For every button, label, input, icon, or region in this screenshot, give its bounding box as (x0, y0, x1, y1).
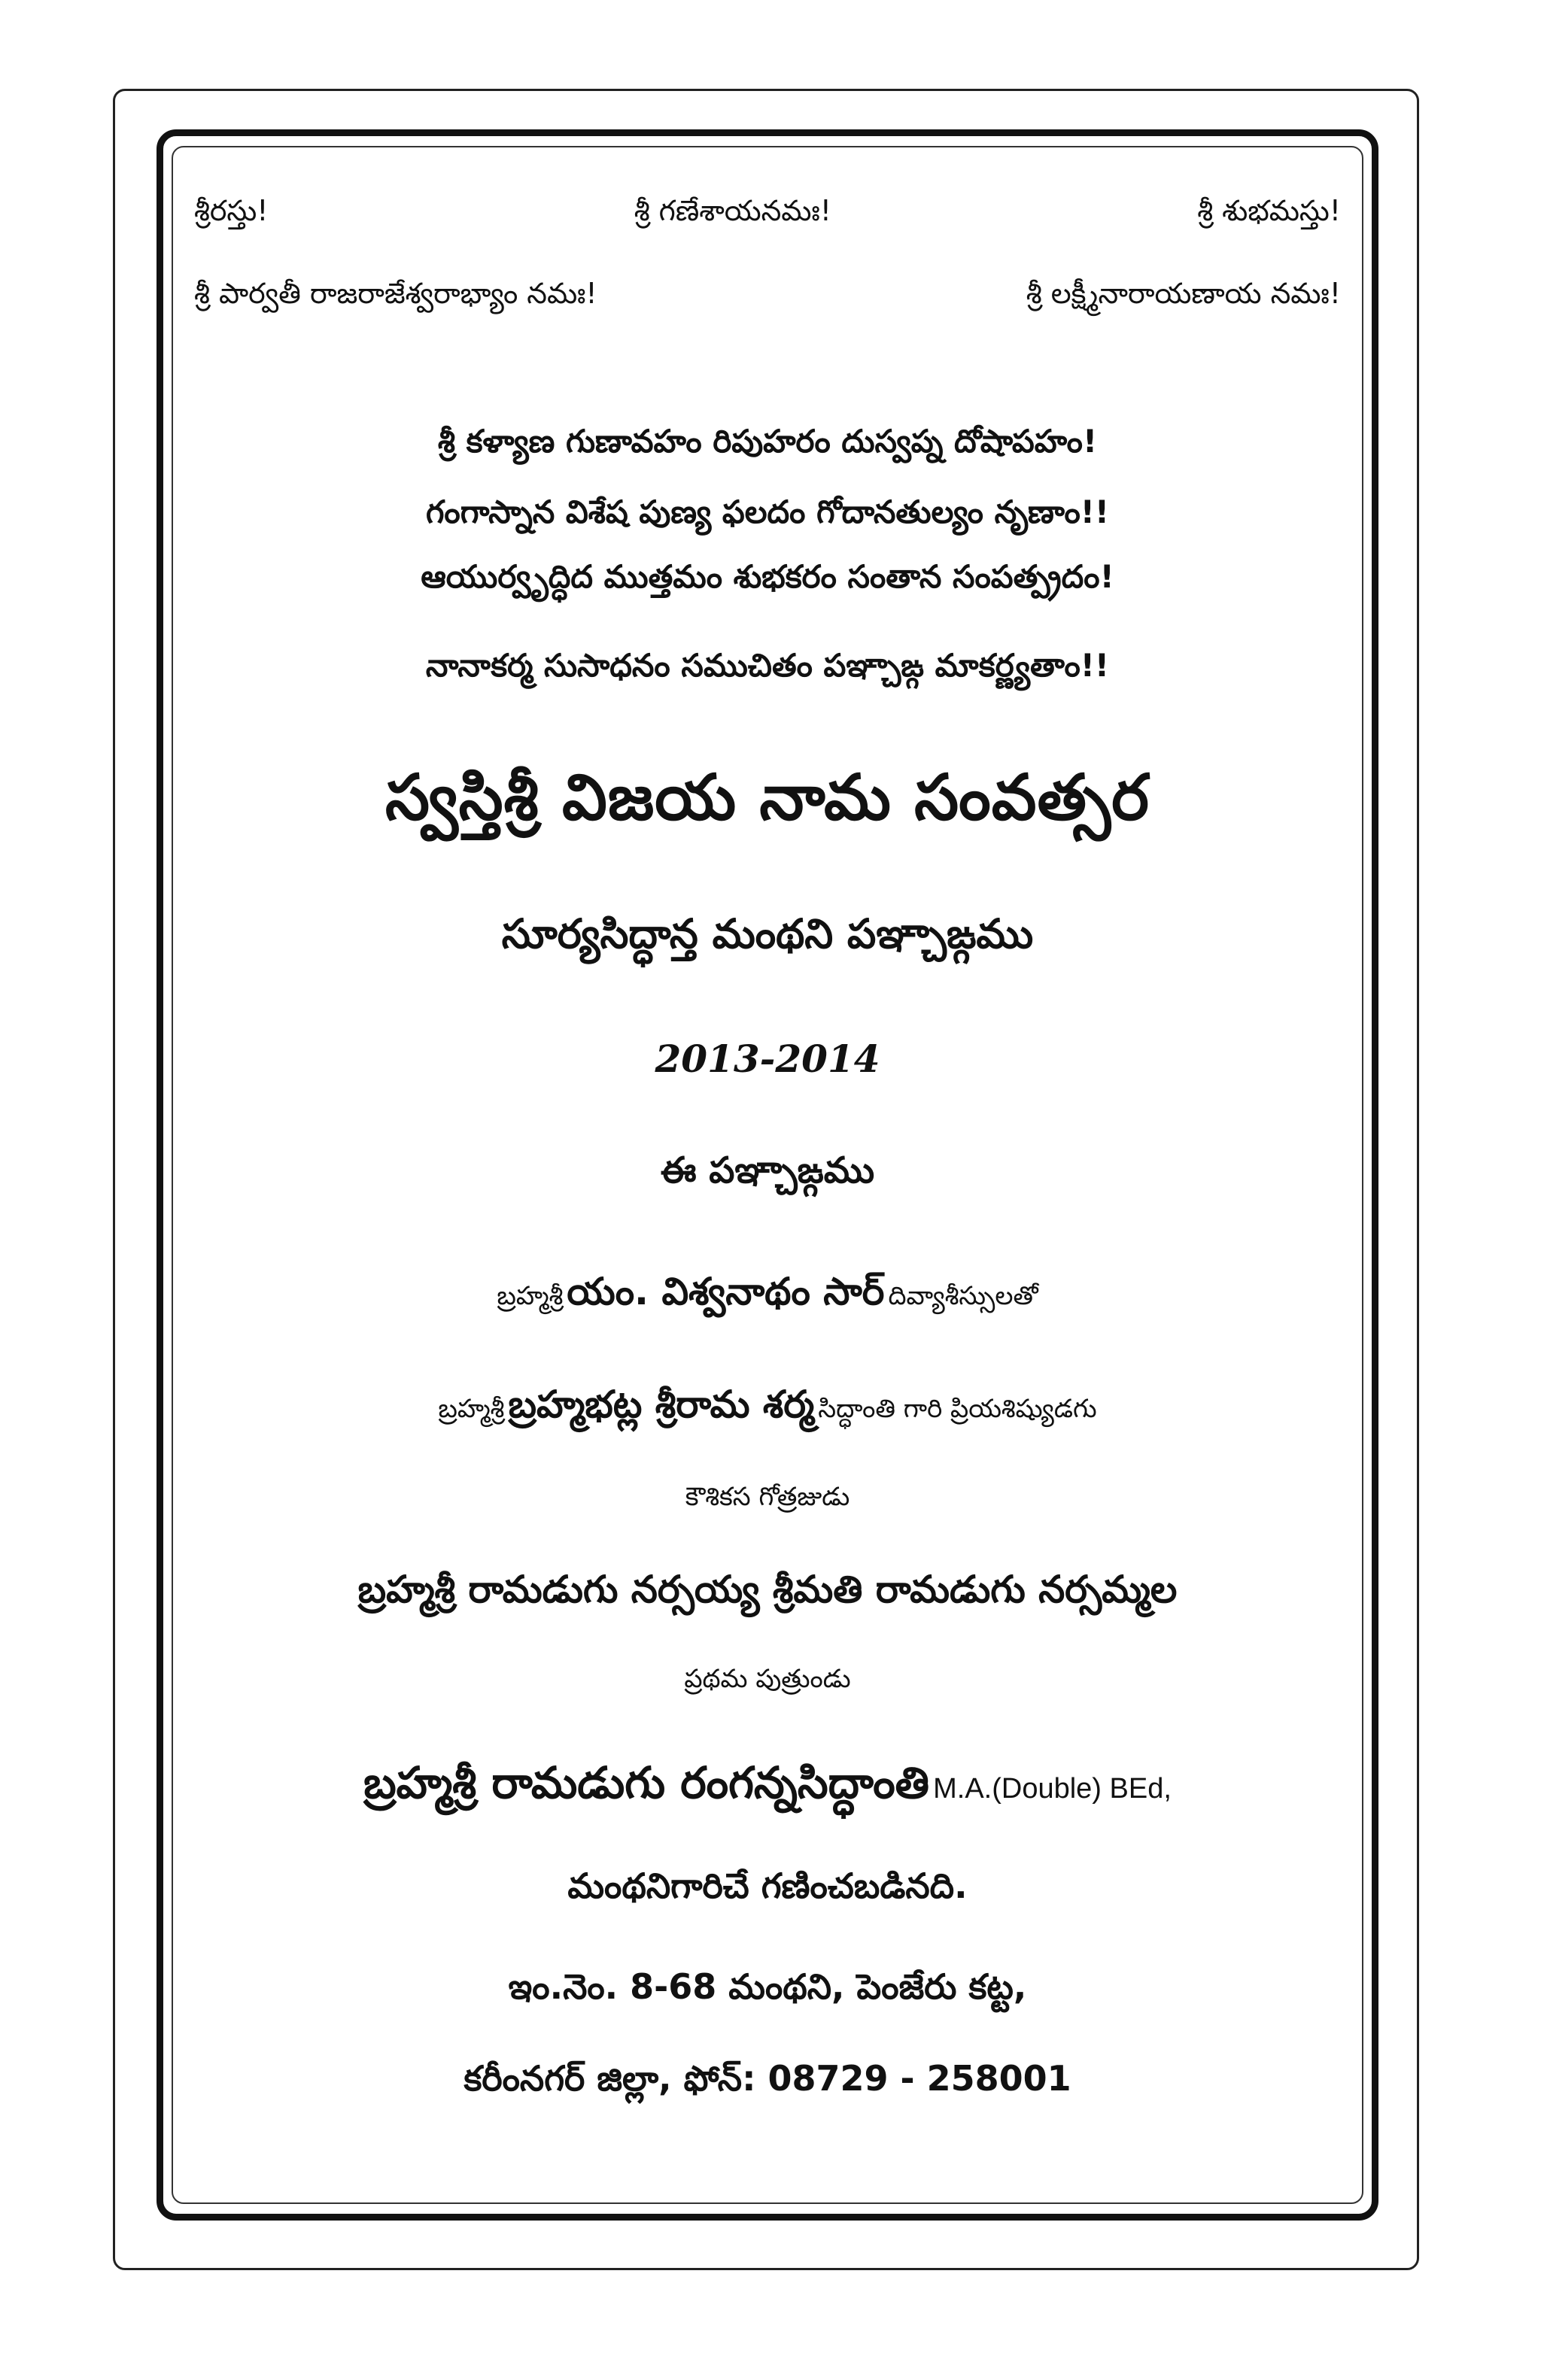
verse-line-4: నానాకర్మ సుసాధనం సముచితం పఞ్చాఙ్గ మాకర్ణ్యతాం!! (425, 647, 1110, 684)
line1-prefix: బ్రహ్మశ్రీ (497, 1281, 564, 1311)
blessing-row-2 (194, 277, 1341, 317)
line2-suffix: సిద్ధాంతి గారి ప్రియశిష్యుడగు (818, 1394, 1097, 1424)
gotra-line: కౌశికస గోత్రజుడు (685, 1482, 850, 1512)
author-degree: M.A.(Double) BEd, (933, 1773, 1172, 1805)
verse-line-3: ఆయుర్వృద్ధిద ముత్తమం శుభకరం సంతాన సంపత్ప్రదం! (421, 558, 1114, 595)
blessing-lakshmi: శ్రీ లక్ష్మీనారాయణాయ నమః! (1026, 277, 1341, 310)
blessing-row-1 (194, 194, 1341, 235)
blessing-srirastu: శ్రీరస్తు! (194, 194, 269, 227)
verse-line-1: శ్రీ కళ్యాణ గుణావహం రిపుహరం దుస్వప్న దోషాపహం! (437, 423, 1098, 460)
author-name: బ్రహ్మశ్రీ రామడుగు రంగన్నసిద్ధాంతి (363, 1757, 930, 1808)
blessing-subhamastu: శ్రీ శుభమస్తు! (1197, 194, 1341, 227)
address-line-1: ఇం.నెం. 8-68 మంథని, పెంజేరు కట్ట, (508, 1966, 1027, 2007)
page-subtitle: సూర్యసిద్ధాన్త మంథని పఞ్చాఙ్గము (501, 910, 1034, 958)
blessing-line-1 (172, 1270, 1363, 1323)
computed-line: మంథనిగారిచే గణించబడినది. (567, 1865, 968, 1906)
this-panchangam: ఈ పఞ్చాఙ్గము (660, 1149, 875, 1192)
guru-line (172, 1383, 1363, 1436)
verse-line-2: గంగాస్నాన విశేష పుణ్య ఫలదం గోదానతుల్యం నృణాం!! (425, 493, 1110, 530)
son-line: ప్రథమ పుత్రుండు (684, 1664, 851, 1694)
line2-prefix: బ్రహ్మశ్రీ (438, 1394, 505, 1424)
line1-name: యం. విశ్వనాథం సార్ (567, 1270, 885, 1313)
year-range: 2013-2014 (655, 1037, 880, 1081)
blessing-ganesha: శ్రీ గణేశాయనమః! (634, 194, 831, 227)
parents-line: బ్రహ్మశ్రీ రామడుగు నర్సయ్య శ్రీమతి రామడుగు నర్సమ్మల (357, 1568, 1178, 1611)
blessing-parvati: శ్రీ పార్వతీ రాజరాజేశ్వరాభ్యాం నమః! (194, 277, 597, 310)
author-line (172, 1757, 1363, 1820)
address-line-2: కరీంనగర్ జిల్లా, ఫోన్: 08729 - 258001 (464, 2058, 1071, 2099)
line2-name: బ్రహ్మభట్ల శ్రీరామ శర్మ (508, 1383, 815, 1426)
line1-suffix: దివ్యాశీస్సులతో (888, 1281, 1038, 1311)
page-title: స్వస్తిశ్రీ విజయ నామ సంవత్సర (385, 760, 1150, 834)
